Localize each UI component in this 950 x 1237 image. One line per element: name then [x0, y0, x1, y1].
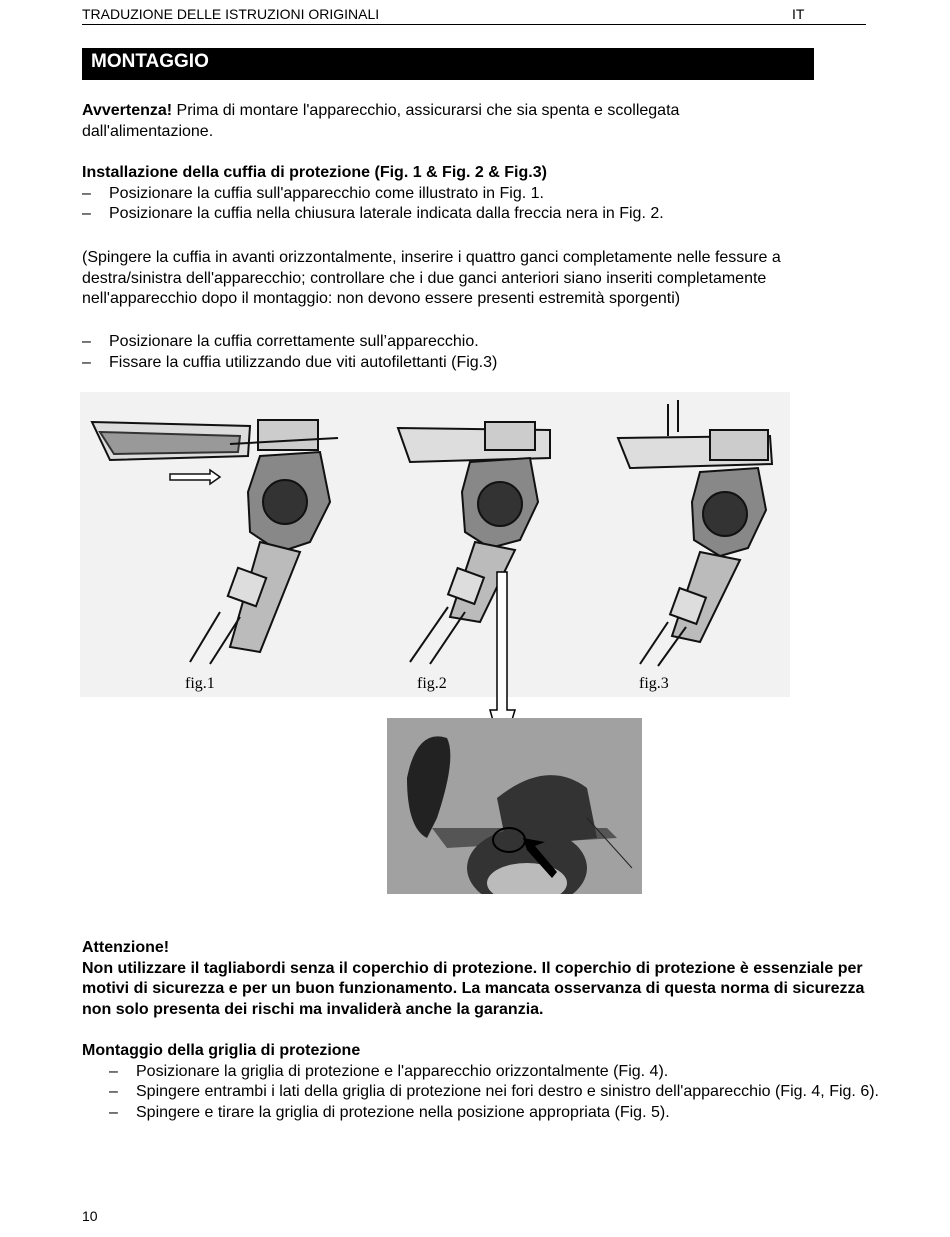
attention-section: [82, 938, 872, 1020]
fig1-label: fig.1: [185, 675, 215, 692]
install-section: [82, 163, 882, 225]
list-item: – Posizionare la griglia di protezione e l'apparecchio orizzontalmente (Fig. 4).: [109, 1062, 669, 1080]
warning-text: Prima di montare l'apparecchio, assicurarsi che sia spenta e scollegata dall'alimentazione.: [82, 102, 680, 140]
warning-paragraph: [82, 101, 802, 142]
header-language: IT: [792, 6, 805, 22]
attention-text: Non utilizzare il tagliabordi senza il coperchio di protezione. Il coperchio di protezione è essenziale per motivi di sicurezza e per un buon funzionamento. La mancata osservanza di questa norma di sicurezza non solo presenta dei rischi ma invaliderà anche la garanzia.: [82, 959, 865, 1018]
page-header: [82, 6, 866, 25]
install-steps: [82, 332, 882, 373]
install-heading: Installazione della cuffia di protezione (Fig. 1 & Fig. 2 & Fig.3): [82, 164, 547, 181]
warning-label: Avvertenza!: [82, 102, 173, 119]
header-title: TRADUZIONE DELLE ISTRUZIONI ORIGINALI: [82, 6, 380, 22]
list-item: – Posizionare la cuffia sull'apparecchio come illustrato in Fig. 1.: [82, 184, 544, 202]
section-title: MONTAGGIO: [82, 48, 814, 80]
list-item: – Posizionare la cuffia correttamente sull’apparecchio.: [82, 333, 479, 350]
detail-photo: [387, 718, 642, 894]
attention-label: Attenzione!: [82, 939, 170, 956]
page-number: 10: [82, 1208, 98, 1224]
grid-section: [82, 1041, 882, 1123]
fig3-label: fig.3: [639, 675, 669, 692]
list-item: – Posizionare la cuffia nella chiusura laterale indicata dalla freccia nera in Fig. 2.: [82, 205, 664, 222]
grid-heading: Montaggio della griglia di protezione: [82, 1042, 361, 1059]
list-item: – Spingere entrambi i lati della griglia di protezione nei fori destro e sinistro dell'apparecchio (Fig. 4, Fig. 6).: [109, 1083, 879, 1100]
list-item: – Fissare la cuffia utilizzando due viti autofilettanti (Fig.3): [82, 353, 498, 371]
list-item: – Spingere e tirare la griglia di protezione nella posizione appropriata (Fig. 5).: [109, 1103, 670, 1121]
install-note: (Spingere la cuffia in avanti orizzontalmente, inserire i quattro ganci completamente nelle fessure a destra/sinistra dell'apparecchio; controllare che i due ganci anteriori siano inseriti completamente nell'apparecchio dopo il montaggio: non devono essere presenti estremità sporgenti): [82, 249, 781, 307]
fig2-label: fig.2: [417, 675, 447, 692]
assembly-figures: [80, 392, 800, 702]
